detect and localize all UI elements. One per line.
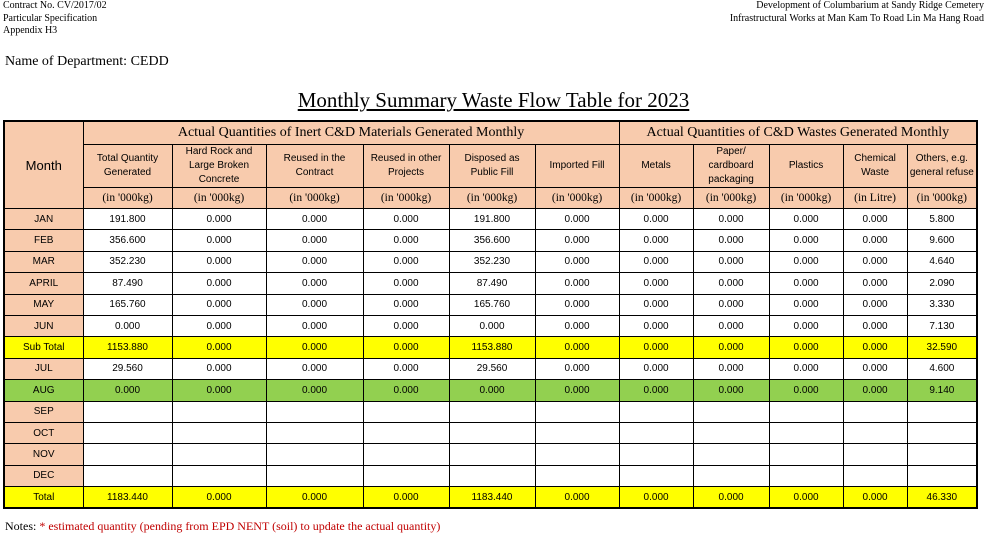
value-cell: 0.000: [172, 358, 266, 379]
value-cell: 46.330: [907, 487, 977, 509]
value-cell: 0.000: [363, 337, 449, 358]
value-cell: 0.000: [266, 315, 363, 336]
value-cell: 0.000: [769, 337, 843, 358]
value-cell: 0.000: [363, 230, 449, 251]
value-cell: 0.000: [266, 251, 363, 272]
value-cell: [693, 444, 769, 465]
value-cell: 0.000: [363, 380, 449, 401]
value-cell: [172, 422, 266, 443]
value-cell: 0.000: [693, 209, 769, 230]
value-cell: 0.000: [843, 358, 907, 379]
value-cell: 0.000: [769, 251, 843, 272]
unit-row: [4, 188, 977, 209]
table-row: [4, 273, 977, 294]
value-cell: [449, 465, 535, 486]
value-cell: [619, 444, 693, 465]
unit-cell: (in '000kg): [449, 188, 535, 209]
value-cell: 87.490: [449, 273, 535, 294]
unit-cell: (in '000kg): [907, 188, 977, 209]
value-cell: 0.000: [619, 209, 693, 230]
value-cell: [266, 422, 363, 443]
value-cell: [843, 422, 907, 443]
notes-text: * estimated quantity (pending from EPD NENT (soil) to update the actual quantity): [39, 519, 441, 533]
value-cell: 0.000: [843, 294, 907, 315]
value-cell: [363, 444, 449, 465]
value-cell: 0.000: [449, 315, 535, 336]
value-cell: 0.000: [619, 337, 693, 358]
header-right: [730, 0, 984, 25]
value-cell: [449, 401, 535, 422]
table-row: [4, 465, 977, 486]
value-cell: [693, 401, 769, 422]
value-cell: [363, 465, 449, 486]
value-cell: 0.000: [266, 273, 363, 294]
value-cell: 2.090: [907, 273, 977, 294]
month-cell: Total: [4, 487, 83, 509]
value-cell: 191.800: [449, 209, 535, 230]
value-cell: 1153.880: [449, 337, 535, 358]
table-row: [4, 380, 977, 401]
month-cell: DEC: [4, 465, 83, 486]
value-cell: 0.000: [843, 315, 907, 336]
value-cell: [843, 444, 907, 465]
value-cell: [83, 422, 172, 443]
column-header: Hard Rock and Large Broken Concrete: [172, 145, 266, 188]
table-row: [4, 422, 977, 443]
value-cell: 0.000: [843, 337, 907, 358]
value-cell: 29.560: [449, 358, 535, 379]
notes-prefix: Notes:: [5, 519, 40, 533]
value-cell: 0.000: [172, 273, 266, 294]
unit-cell: (in '000kg): [619, 188, 693, 209]
value-cell: [843, 465, 907, 486]
value-cell: 356.600: [449, 230, 535, 251]
value-cell: 9.600: [907, 230, 977, 251]
waste-flow-table: [3, 120, 978, 509]
value-cell: [83, 444, 172, 465]
value-cell: 356.600: [83, 230, 172, 251]
value-cell: [363, 422, 449, 443]
table-row: [4, 251, 977, 272]
value-cell: 0.000: [266, 337, 363, 358]
value-cell: 0.000: [693, 380, 769, 401]
value-cell: 0.000: [535, 251, 619, 272]
value-cell: 1183.440: [449, 487, 535, 509]
unit-cell: (in '000kg): [172, 188, 266, 209]
value-cell: [907, 444, 977, 465]
value-cell: 0.000: [172, 230, 266, 251]
month-header: Month: [4, 121, 83, 209]
group-inert-header: Actual Quantities of Inert C&D Materials Generated Monthly: [83, 121, 619, 145]
value-cell: 0.000: [843, 230, 907, 251]
value-cell: 4.640: [907, 251, 977, 272]
value-cell: 0.000: [693, 337, 769, 358]
group-cd-header: Actual Quantities of C&D Wastes Generated Monthly: [619, 121, 977, 145]
value-cell: [83, 465, 172, 486]
value-cell: 0.000: [769, 294, 843, 315]
value-cell: 0.000: [619, 487, 693, 509]
value-cell: 4.600: [907, 358, 977, 379]
month-cell: MAY: [4, 294, 83, 315]
month-cell: FEB: [4, 230, 83, 251]
value-cell: 0.000: [83, 380, 172, 401]
value-cell: 0.000: [172, 251, 266, 272]
value-cell: [769, 444, 843, 465]
value-cell: [535, 444, 619, 465]
value-cell: 9.140: [907, 380, 977, 401]
value-cell: 1153.880: [83, 337, 172, 358]
month-cell: SEP: [4, 401, 83, 422]
value-cell: [266, 444, 363, 465]
project-line-2: Infrastructural Works at Man Kam To Road Lin Ma Hang Road: [729, 12, 984, 24]
value-cell: 7.130: [907, 315, 977, 336]
value-cell: 0.000: [769, 487, 843, 509]
table-row: [4, 444, 977, 465]
value-cell: 352.230: [449, 251, 535, 272]
unit-cell: (in Litre): [843, 188, 907, 209]
value-cell: 0.000: [619, 251, 693, 272]
column-header: Others, e.g. general refuse: [907, 145, 977, 188]
unit-cell: (in '000kg): [769, 188, 843, 209]
value-cell: 0.000: [693, 230, 769, 251]
value-cell: 0.000: [769, 273, 843, 294]
value-cell: 0.000: [363, 251, 449, 272]
value-cell: 0.000: [769, 380, 843, 401]
value-cell: [535, 422, 619, 443]
value-cell: 0.000: [619, 315, 693, 336]
value-cell: 0.000: [363, 209, 449, 230]
value-cell: 0.000: [172, 294, 266, 315]
value-cell: 1183.440: [83, 487, 172, 509]
value-cell: [619, 422, 693, 443]
month-cell: JUN: [4, 315, 83, 336]
value-cell: 0.000: [363, 315, 449, 336]
table-row: [4, 358, 977, 379]
value-cell: [172, 465, 266, 486]
column-header: Reused in the Contract: [266, 145, 363, 188]
table-row: [4, 294, 977, 315]
value-cell: 165.760: [449, 294, 535, 315]
value-cell: 0.000: [769, 315, 843, 336]
month-cell: JAN: [4, 209, 83, 230]
value-cell: 0.000: [266, 358, 363, 379]
value-cell: 87.490: [83, 273, 172, 294]
group-header-row: [4, 121, 977, 145]
value-cell: [907, 401, 977, 422]
value-cell: [693, 422, 769, 443]
table-row: [4, 401, 977, 422]
value-cell: 0.000: [266, 209, 363, 230]
table-row: [4, 487, 977, 509]
value-cell: [769, 465, 843, 486]
table-row: [4, 315, 977, 336]
value-cell: 29.560: [83, 358, 172, 379]
table-row: [4, 230, 977, 251]
month-cell: JUL: [4, 358, 83, 379]
value-cell: [907, 422, 977, 443]
unit-cell: (in '000kg): [535, 188, 619, 209]
month-cell: Sub Total: [4, 337, 83, 358]
value-cell: 0.000: [619, 294, 693, 315]
value-cell: 0.000: [619, 358, 693, 379]
value-cell: 0.000: [693, 358, 769, 379]
value-cell: [769, 422, 843, 443]
title-text: Monthly Summary Waste Flow Table for 2023: [297, 88, 690, 112]
value-cell: 0.000: [363, 294, 449, 315]
value-cell: 352.230: [83, 251, 172, 272]
value-cell: [83, 401, 172, 422]
unit-cell: (in '000kg): [363, 188, 449, 209]
value-cell: [619, 401, 693, 422]
page-title: [0, 88, 987, 113]
value-cell: 0.000: [693, 294, 769, 315]
header-left: [3, 0, 107, 38]
column-header: Chemical Waste: [843, 145, 907, 188]
value-cell: 0.000: [266, 487, 363, 509]
column-header: Paper/ cardboard packaging: [693, 145, 769, 188]
value-cell: 0.000: [843, 487, 907, 509]
value-cell: 32.590: [907, 337, 977, 358]
value-cell: [172, 401, 266, 422]
contract-no: Contract No. CV/2017/02: [3, 0, 107, 11]
value-cell: [449, 444, 535, 465]
value-cell: 0.000: [172, 380, 266, 401]
value-cell: 0.000: [843, 380, 907, 401]
value-cell: 165.760: [83, 294, 172, 315]
value-cell: [172, 444, 266, 465]
value-cell: 0.000: [266, 380, 363, 401]
value-cell: 0.000: [535, 337, 619, 358]
value-cell: 0.000: [693, 251, 769, 272]
column-header: Metals: [619, 145, 693, 188]
value-cell: 0.000: [535, 209, 619, 230]
value-cell: 0.000: [693, 315, 769, 336]
value-cell: [769, 401, 843, 422]
column-header: Plastics: [769, 145, 843, 188]
value-cell: 0.000: [619, 380, 693, 401]
value-cell: 0.000: [266, 230, 363, 251]
month-cell: NOV: [4, 444, 83, 465]
value-cell: [266, 401, 363, 422]
value-cell: 0.000: [535, 294, 619, 315]
table-body: [4, 121, 977, 508]
value-cell: 0.000: [843, 273, 907, 294]
value-cell: 0.000: [843, 251, 907, 272]
value-cell: 0.000: [363, 487, 449, 509]
value-cell: 0.000: [535, 358, 619, 379]
value-cell: 0.000: [619, 273, 693, 294]
value-cell: 0.000: [535, 230, 619, 251]
value-cell: [535, 401, 619, 422]
value-cell: [363, 401, 449, 422]
value-cell: 0.000: [769, 209, 843, 230]
column-header-row: [4, 145, 977, 188]
value-cell: 0.000: [172, 209, 266, 230]
month-cell: APRIL: [4, 273, 83, 294]
value-cell: 0.000: [535, 315, 619, 336]
unit-cell: (in '000kg): [266, 188, 363, 209]
value-cell: [449, 422, 535, 443]
column-header: Disposed as Public Fill: [449, 145, 535, 188]
value-cell: 0.000: [172, 337, 266, 358]
month-cell: OCT: [4, 422, 83, 443]
value-cell: 0.000: [172, 315, 266, 336]
value-cell: 0.000: [363, 273, 449, 294]
table-row: [4, 337, 977, 358]
value-cell: [907, 465, 977, 486]
value-cell: 0.000: [535, 380, 619, 401]
column-header: Reused in other Projects: [363, 145, 449, 188]
value-cell: 0.000: [693, 273, 769, 294]
value-cell: 0.000: [769, 358, 843, 379]
value-cell: [619, 465, 693, 486]
column-header: Total Quantity Generated: [83, 145, 172, 188]
value-cell: 3.330: [907, 294, 977, 315]
table-row: [4, 209, 977, 230]
value-cell: 0.000: [693, 487, 769, 509]
value-cell: [535, 465, 619, 486]
unit-cell: (in '000kg): [693, 188, 769, 209]
value-cell: 0.000: [535, 273, 619, 294]
value-cell: 0.000: [363, 358, 449, 379]
value-cell: [266, 465, 363, 486]
notes: [5, 519, 440, 534]
column-header: Imported Fill: [535, 145, 619, 188]
value-cell: [843, 401, 907, 422]
value-cell: 0.000: [83, 315, 172, 336]
department-name: Name of Department: CEDD: [5, 54, 169, 69]
value-cell: 0.000: [769, 230, 843, 251]
value-cell: [693, 465, 769, 486]
month-cell: MAR: [4, 251, 83, 272]
value-cell: 0.000: [266, 294, 363, 315]
value-cell: 191.800: [83, 209, 172, 230]
value-cell: 0.000: [172, 487, 266, 509]
particular-spec: Particular Specification: [3, 12, 98, 24]
unit-cell: (in '000kg): [83, 188, 172, 209]
appendix: Appendix H3: [3, 25, 58, 36]
value-cell: 0.000: [843, 209, 907, 230]
value-cell: 0.000: [535, 487, 619, 509]
project-line-1: Development of Columbarium at Sandy Ridge Cemetery: [756, 0, 984, 11]
value-cell: 5.800: [907, 209, 977, 230]
value-cell: 0.000: [619, 230, 693, 251]
month-cell: AUG: [4, 380, 83, 401]
value-cell: 0.000: [449, 380, 535, 401]
